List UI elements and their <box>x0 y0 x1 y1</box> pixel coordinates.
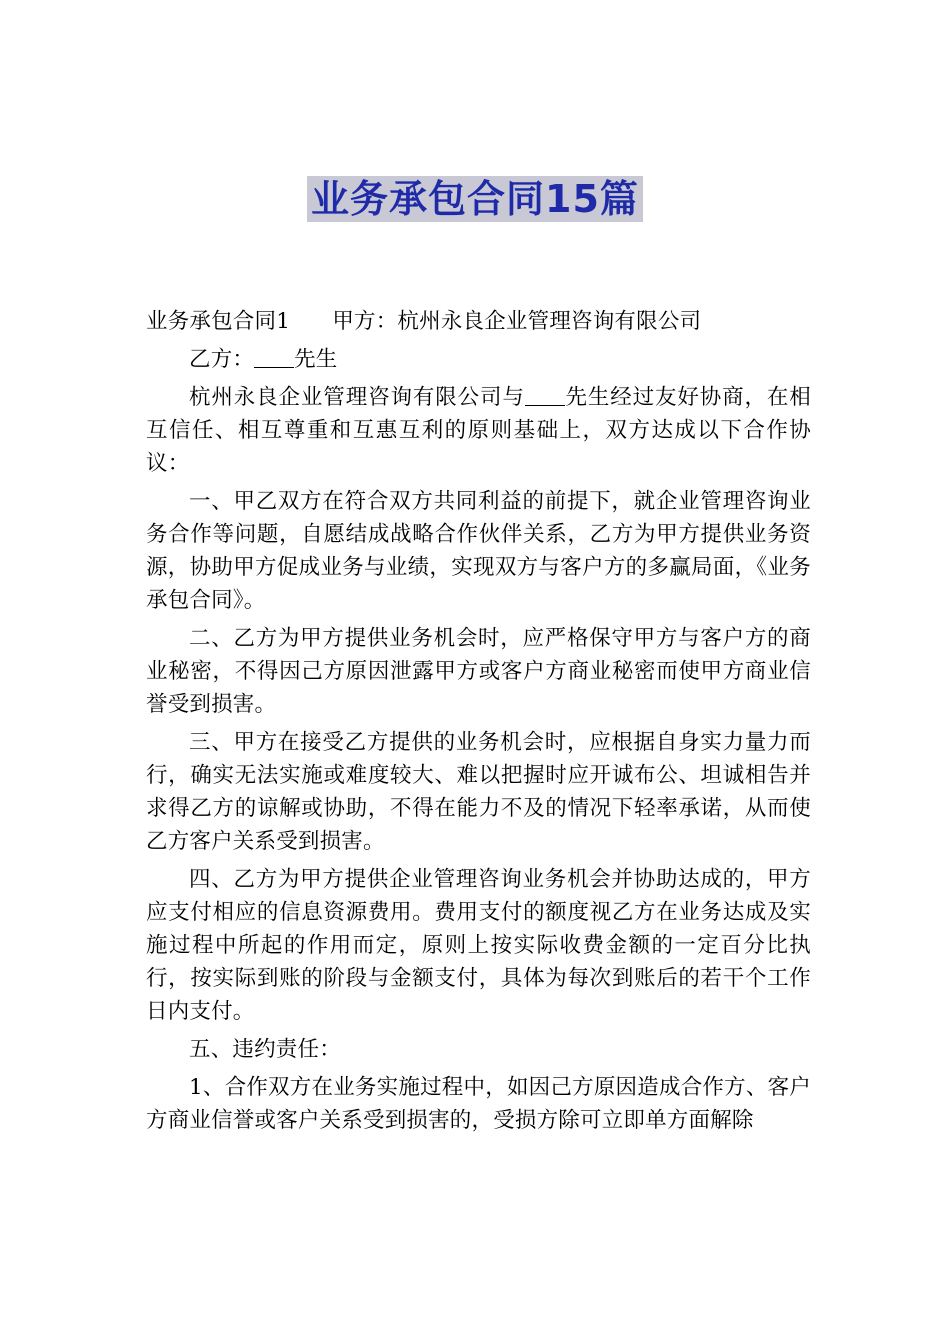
party-b-line <box>146 343 811 376</box>
document-title: 业务承包合同15篇 <box>307 176 643 222</box>
intro-part-a: 杭州永良企业管理咨询有限公司与 <box>189 385 525 410</box>
clause-5-heading: 五、违约责任： <box>189 1037 341 1062</box>
document-body <box>146 305 811 1142</box>
clause-1: 一、甲乙双方在符合双方共同利益的前提下，就企业管理咨询业务合作等问题，自愿结成战略合作伙伴关系，乙方为甲方提供业务资源，协助甲方促成业务与业绩，实现双方与客户方的多赢局面，《业务承包合同》。 <box>146 489 811 613</box>
clause-2: 二、乙方为甲方提供业务机会时，应严格保守甲方与客户方的商业秘密，不得因己方原因泄露甲方或客户方商业秘密而使甲方商业信誉受到损害。 <box>146 626 811 717</box>
clause-3: 三、甲方在接受乙方提供的业务机会时，应根据自身实力量力而行，确实无法实施或难度较大、难以把握时应开诚布公、坦诚相告并求得乙方的谅解或协助，不得在能力不及的情况下轻率承诺，从而使乙方客户关系受到损害。 <box>146 730 811 854</box>
blank-line <box>254 349 294 368</box>
clause-4: 四、乙方为甲方提供企业管理咨询业务机会并协助达成的，甲方应支付相应的信息资源费用。费用支付的额度视乙方在业务达成及实施过程中所起的作用而定，原则上按实际收费金额的一定百分比执行，按实际到账的阶段与金额支付，具体为每次到账后的若干个工作日内支付。 <box>146 867 811 1024</box>
intro-paragraph <box>146 381 811 480</box>
party-a: 甲方：杭州永良企业管理咨询有限公司 <box>332 309 702 334</box>
clause-5-item-1: 1、合作双方在业务实施过程中，如因己方原因造成合作方、客户方商业信誉或客户关系受到损害的，受损方除可立即单方面解除 <box>146 1075 811 1133</box>
party-b-prefix: 乙方： <box>189 347 255 372</box>
heading-line <box>146 305 811 338</box>
title-block <box>0 176 950 222</box>
contract-label: 业务承包合同1 <box>146 309 291 334</box>
intro-part-b: 先生经过友好协商，在相互信任、相互尊重和互惠互利的原则基础上，双方达成以下合作协议： <box>146 385 811 476</box>
party-b-suffix: 先生 <box>294 347 338 372</box>
blank-line <box>525 387 565 406</box>
